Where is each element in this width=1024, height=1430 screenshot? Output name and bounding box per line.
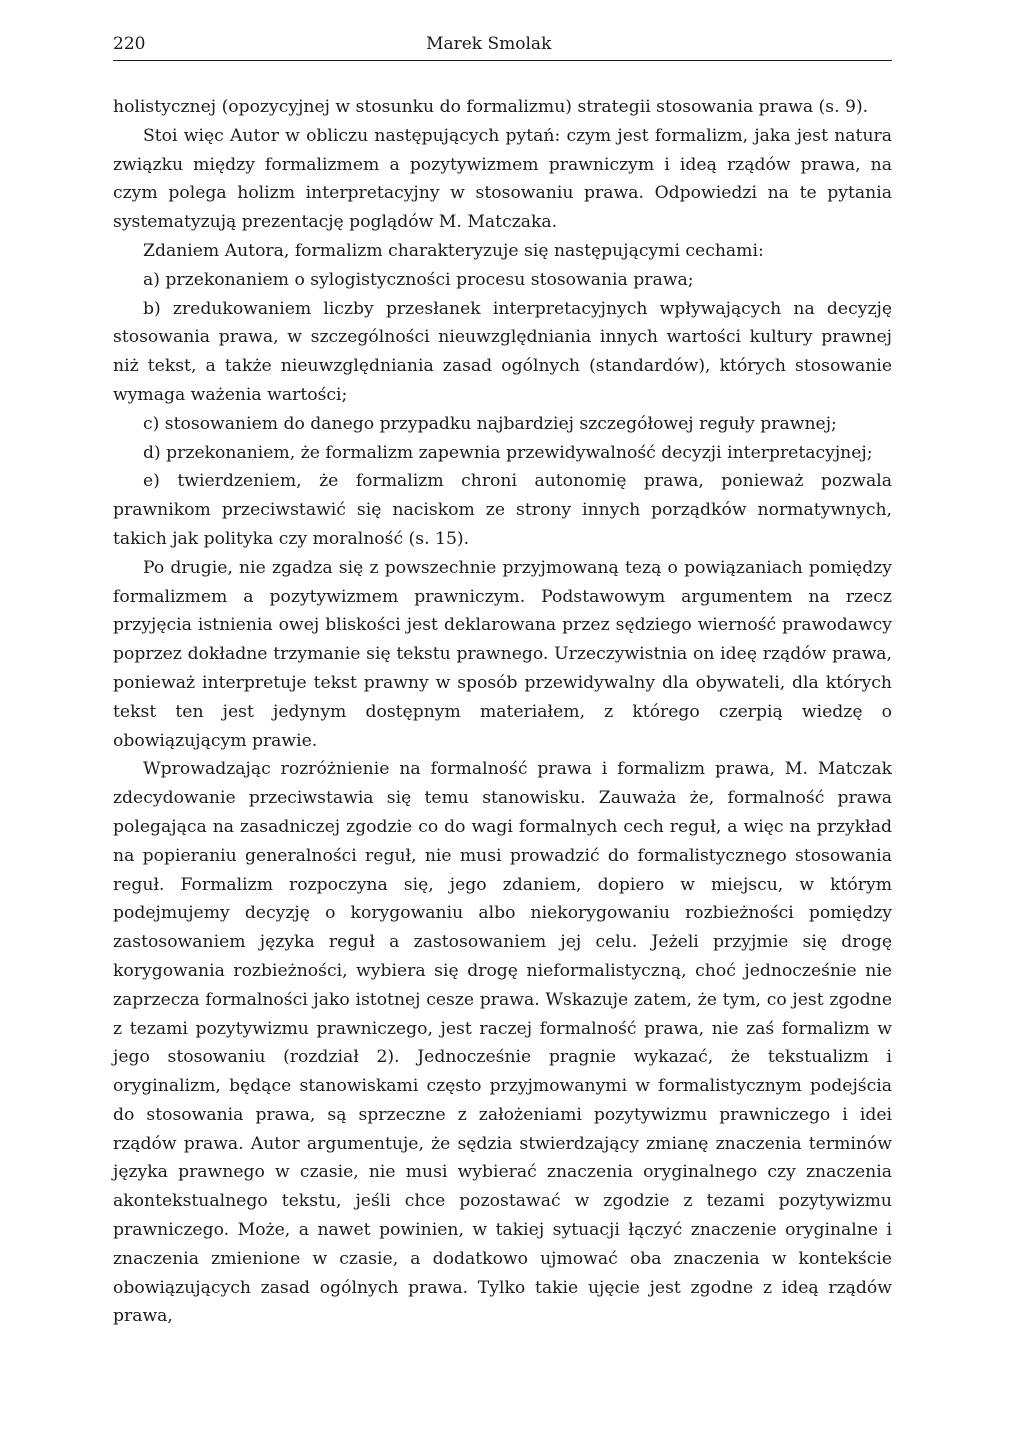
paragraph: holistycznej (opozycyjnej w stosunku do formalizmu) strategii stosowania prawa (s. 9). bbox=[113, 97, 869, 117]
list-item: b) zredukowaniem liczby przesłanek interpretacyjnych wpływających na decyzję stosowania prawa, w szczególności nieuwzględniania innych wartości kultury prawnej niż tekst, a także nieuwzględniania zasad ogólnych (standardów), których stosowanie wymaga ważenia wartości; bbox=[113, 298, 892, 405]
list-item: e) twierdzeniem, że formalizm chroni autonomię prawa, ponieważ pozwala prawnikom przeciwstawić się naciskom ze strony innych porządków normatywnych, takich jak polityka czy moralność (s. 15). bbox=[113, 471, 892, 549]
list-item: a) przekonaniem o sylogistyczności procesu stosowania prawa; bbox=[143, 269, 694, 290]
body-text bbox=[113, 93, 892, 1331]
list-item: c) stosowaniem do danego przypadku najbardziej szczegółowej reguły prawnej; bbox=[143, 413, 837, 434]
paragraph: Zdaniem Autora, formalizm charakteryzuje się następującymi cechami: bbox=[143, 240, 764, 261]
list-item: d) przekonaniem, że formalizm zapewnia przewidywalność decyzji interpretacyjnej; bbox=[143, 442, 873, 463]
paragraph: Po drugie, nie zgadza się z powszechnie przyjmowaną tezą o powiązaniach pomiędzy formalizmem a pozytywizmem prawniczym. Podstawowym argumentem na rzecz przyjęcia istnienia owej bliskości jest deklarowana przez sędziego wierność prawodawcy poprzez dokładne trzymanie się tekstu prawnego. Urzeczywistnia on ideę rządów prawa, ponieważ interpretuje tekst prawny w sposób przewidywalny dla obywateli, dla których tekst ten jest jedynym dostępnym materiałem, z którego czerpią wiedzę o obowiązującym prawie. bbox=[113, 557, 892, 751]
paragraph: Stoi więc Autor w obliczu następujących pytań: czym jest formalizm, jaka jest natura związku między formalizmem a pozytywizmem prawniczym i ideą rządów prawa, na czym polega holizm interpretacyjny w stosowaniu prawa. Odpowiedzi na te pytania systematyzują prezentację poglądów M. Matczaka. bbox=[113, 125, 892, 233]
book-page bbox=[113, 34, 892, 1331]
running-head bbox=[113, 34, 892, 61]
paragraph: Wprowadzając rozróżnienie na formalność prawa i formalizm prawa, M. Matczak zdecydowanie przeciwstawia się temu stanowisku. Zauważa że, formalność prawa polegająca na zasadniczej zgodzie co do wagi formalnych cech reguł, a więc na przykład na popieraniu generalności reguł, nie musi prowadzić do formalistycznego stosowania reguł. Formalizm rozpoczyna się, jego zdaniem, dopiero w miejscu, w którym podejmujemy decyzję o korygowaniu albo niekorygowaniu rozbieżności pomiędzy zastosowaniem języka reguł a zastosowaniem jej celu. Jeżeli przyjmie się drogę korygowania rozbieżności, wybiera się drogę nieformalistyczną, choć jednocześnie nie zaprzecza formalności jako istotnej cesze prawa. Wskazuje zatem, że tym, co jest zgodne z tezami pozytywizmu prawniczego, jest raczej formalność prawa, nie zaś formalizm w jego stosowaniu (rozdział 2). Jednocześnie pragnie wykazać, że tekstualizm i oryginalizm, będące stanowiskami często przyjmowanymi w formalistycznym podejścia do stosowania prawa, są sprzeczne z założeniami pozytywizmu prawniczego i idei rządów prawa. Autor argumentuje, że sędzia stwierdzający zmianę znaczenia terminów języka prawnego w czasie, nie musi wybierać znaczenia oryginalnego czy znaczenia akontekstualnego tekstu, jeśli chce pozostawać w zgodzie z tezami pozytywizmu prawniczego. Może, a nawet powinien, w takiej sytuacji łączyć znaczenie oryginalne i znaczenia zmienione w czasie, a dodatkowo ujmować oba znaczenia w kontekście obowiązujących zasad ogólnych prawa. Tylko takie ujęcie jest zgodne z ideą rządów prawa, bbox=[113, 759, 892, 1327]
page-number: 220 bbox=[113, 34, 146, 54]
running-head-author: Marek Smolak bbox=[426, 34, 552, 54]
